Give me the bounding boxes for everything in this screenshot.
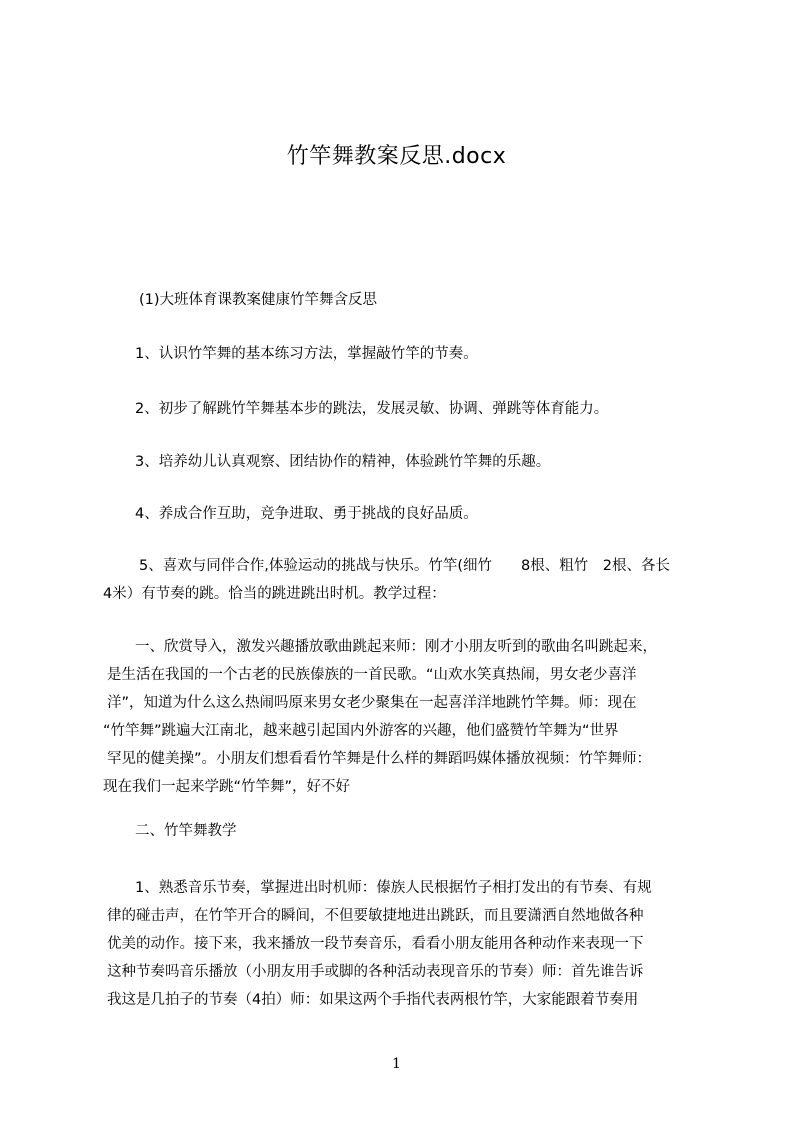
part2-line-4: 这种节奏吗音乐播放（小朋友用手或脚的各种活动表现音乐的节奏）师：首先谁告诉 (107, 964, 644, 980)
part1-line-2: 是生活在我国的一个古老的民族傣族的一首民歌。“山欢水笑真热闹，男女老少喜洋 (107, 667, 637, 683)
goal-item-1: 1、认识竹竿舞的基本练习方法，掌握敲竹竿的节奏。 (135, 346, 478, 362)
section-heading: (1)大班体育课教案健康竹竿舞含反思 (139, 292, 378, 308)
part1-line-5: 罕见的健美操”。小朋友们想看看竹竿舞是什么样的舞蹈吗媒体播放视频：竹竿舞师： (107, 751, 652, 767)
part2-line-2: 律的碰击声，在竹竿开合的瞬间，不但要敏捷地进出跳跃，而且要潇洒自然地做各种 (107, 908, 644, 924)
document-title: 竹竿舞教案反思.docx (286, 144, 507, 169)
goal-item-5-line-1: 5、喜欢与同伴合作,体验运动的挑战与快乐。竹竿(细竹 8根、粗竹 2根、各长 (139, 558, 670, 574)
part2-line-1: 1、熟悉音乐节奏，掌握进出时机师：傣族人民根据竹子相打发出的有节奏、有规 (135, 880, 652, 896)
part1-line-1: 一、欣赏导入，激发兴趣播放歌曲跳起来师：刚才小朋友听到的歌曲名叫跳起来， (135, 639, 657, 655)
part2-line-5: 我这是几拍子的节奏（4拍）师：如果这两个手指代表两根竹竿，大家能跟着节奏用 (107, 992, 639, 1008)
part2-heading: 二、竹竿舞教学 (135, 823, 237, 839)
page-number: 1 (392, 1056, 401, 1072)
goal-item-4: 4、养成合作互助，竞争进取、勇于挑战的良好品质。 (135, 506, 478, 522)
part2-line-3: 优美的动作。接下来，我来播放一段节奏音乐，看看小朋友能用各种动作来表现一下 (107, 936, 644, 952)
goal-item-2: 2、初步了解跳竹竿舞基本步的跳法，发展灵敏、协调、弹跳等体育能力。 (135, 401, 609, 417)
part1-line-6: 现在我们一起来学跳“竹竿舞”，好不好 (103, 779, 351, 795)
goal-item-5-line-2: 4米）有节奏的跳。恰当的跳进跳出时机。教学过程： (103, 586, 446, 602)
part1-line-3: 洋”，知道为什么这么热闹吗原来男女老少聚集在一起喜洋洋地跳竹竿舞。师：现在 (107, 695, 637, 711)
part1-line-4: “竹竿舞”跳遍大江南北，越来越引起国内外游客的兴趣，他们盛赞竹竿舞为“世界 (103, 723, 619, 739)
goal-item-3: 3、培养幼儿认真观察、团结协作的精神，体验跳竹竿舞的乐趣。 (135, 454, 551, 470)
